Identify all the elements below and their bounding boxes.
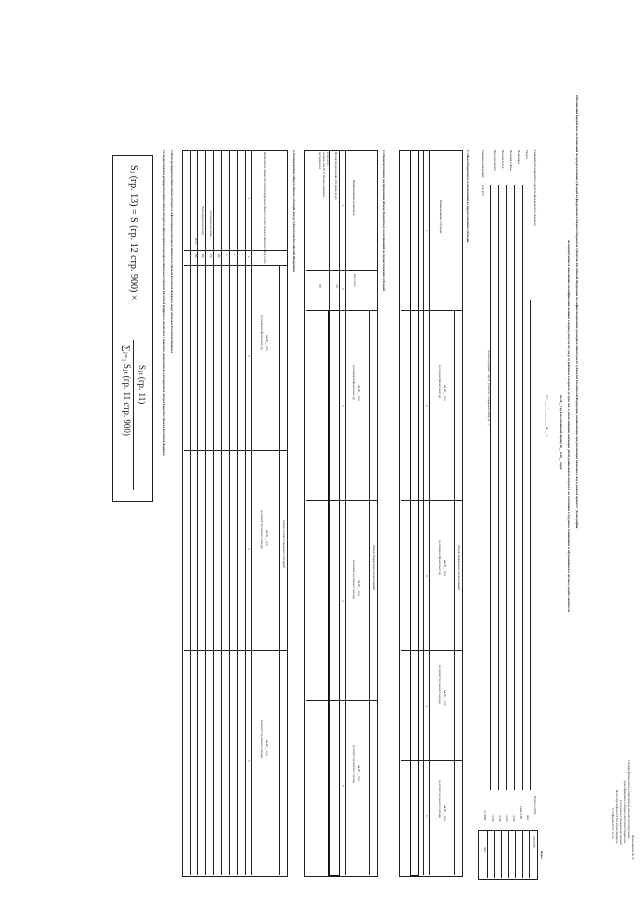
section1-num: 5 — [425, 815, 429, 817]
requisite-podrazdel: Подраздел — [517, 150, 521, 165]
section11-y1: на 20__ год — [357, 385, 361, 401]
okei-code: 384 — [483, 847, 487, 852]
section2-num: 1 — [247, 198, 251, 200]
section1-title: 1. Объем бюджетных ассигнований на предоставление субсидии — [466, 150, 470, 243]
section2-code: 800 — [201, 254, 204, 258]
section2-y2: на 20__ год — [265, 530, 269, 546]
section1-num: 1 — [425, 230, 429, 232]
section2-num: 2 — [247, 256, 251, 258]
section1-num: 2 — [425, 405, 429, 407]
section11-num: 2 — [341, 288, 345, 290]
section1-y0: на 20__ год — [443, 385, 447, 401]
section2-y1-sub: (на очередной финансовый год) — [260, 315, 263, 351]
appendix-subtitle: к Порядку формирования и представления главными распорядителями — [627, 760, 630, 839]
section1-num: 4 — [425, 705, 429, 707]
section2-total-row: Распределенный объем — [209, 211, 212, 237]
section1-y3: на 20__ год — [443, 805, 447, 821]
doc-hint: (основной документ - код 01; уточнение - порядковый номер) 02, ...) — [487, 350, 490, 426]
razdel-label: по БК — [512, 815, 515, 822]
section11-data-row[interactable] — [328, 310, 340, 876]
appendix-subtitle: ассигнований, утвержденному приказом — [619, 800, 622, 845]
section2-code: 900 — [194, 254, 197, 258]
section11-num: 4 — [341, 600, 345, 602]
section11-table — [304, 150, 378, 877]
document-title: Обоснования бюджетных ассигнований на предоставление субсидий из федерального бюджета бюджетам субъектов Российской Федерации на софинансирование расходных обязательств субъектов Российской Федерации, возникающих при реализации комплекса мер в рамках проекта "Демография" — [575, 95, 579, 530]
section2-num: 4 — [247, 548, 251, 550]
document-date: от " ____ " __________ 20 __ г. — [545, 395, 549, 437]
section11-num: 5 — [341, 785, 345, 787]
section1-col-group: Объем бюджетных ассигнований — [457, 545, 461, 590]
section2-y3-sub: (на второй год планового периода) — [260, 720, 263, 759]
section11-y3: на 20__ год — [357, 765, 361, 781]
document-title: на переобучение и повышение квалификации женщин в период отпуска по уходу за ребенком в возрасте до трех лет, а также женщин, имеющих детей дошкольного возраста, не состоящих в трудовых отношениях и обратившихся в органы службы занятости — [567, 240, 571, 612]
cs-label: по БК — [498, 815, 501, 822]
requisite-doc: Вид документа — [493, 150, 497, 171]
section2-col-code: Код строки — [263, 251, 266, 264]
appendix-number: Приложение № 15 — [631, 835, 635, 860]
section11-row-unallocated: Не распределенная субсидия, всего — [334, 152, 338, 200]
formula-lhs: Sⱼ (гр. 13) = S (гр. 12 стр. 900) × — [128, 165, 139, 301]
requisite-vr: Вид расходов — [501, 150, 505, 169]
section11-code-100: 100 — [335, 284, 338, 288]
section2-y1: на 20__ год — [265, 335, 269, 351]
section11-y2: на 20__ год — [357, 580, 361, 596]
section2-col-name: Наименование субъекта Российской Федерации/объем их соответствующих обязательств — [263, 152, 266, 251]
section11-code-200: 200 — [318, 284, 321, 288]
section11-col-name: Наименование показателя — [352, 180, 356, 216]
section1-data-row[interactable] — [410, 150, 419, 876]
section11-num: 1 — [341, 205, 345, 207]
section2-num: 5 — [247, 760, 251, 762]
section2-code: 2 — [233, 254, 236, 256]
section2-y3: на 20__ год — [265, 740, 269, 756]
section1-num: 3 — [425, 575, 429, 577]
section2-col-group: Объем соответствующих субсидий — [282, 520, 286, 568]
document-title: на 20__ год и на плановый период 20__ и 20__ годов — [559, 395, 563, 470]
requisite-ministry: Главный распорядитель средств федерального бюджета — [533, 150, 537, 226]
requisite-razdel: Раздел — [525, 150, 529, 160]
section11-col-code: Код строки — [353, 274, 356, 287]
section1-y1: на 20__ год — [443, 560, 447, 576]
form-label: Форма по ОКУД — [533, 796, 536, 815]
section11-row-sub: не менее, чем 5% от объема подлежащих — [322, 152, 325, 198]
section2-code: 700 — [209, 254, 212, 258]
section11-y2-sub: (на первый год планового периода) — [352, 560, 355, 599]
section11-col-group: Объем бюджетных ассигнований — [372, 545, 376, 590]
section1-col-name: Наименование субсидии — [439, 200, 443, 234]
section2-num: 3 — [247, 355, 251, 357]
section1-y2-sub: (на первый год планового периода) — [438, 665, 441, 704]
section1-y0-sub: (на текущий финансовый год) — [438, 365, 441, 399]
section2-title: 2. Распределение общего объема субсидий между субъектами Российской Федерации — [292, 150, 296, 272]
section1-y1-sub: (на очередной финансовый год) — [438, 540, 441, 576]
section2-reserve-row: Нераспределенный резерв — [201, 206, 204, 236]
units-label: Единица измерения: — [481, 150, 485, 178]
units-value: тыс.руб — [481, 185, 485, 196]
section11-y3-sub: (на второй год планового периода) — [352, 745, 355, 784]
appendix-subtitle: Министерства финансов Российской Федерации — [615, 790, 618, 844]
fraction-bar — [133, 340, 134, 490]
section1-y2: на 20__ год — [443, 690, 447, 706]
section11-y1-sub: (на очередной финансовый год) — [352, 365, 355, 401]
codes-label: Коды — [540, 851, 544, 859]
section2-code: 900 — [217, 254, 220, 258]
section11-title: 1.1 Количественное распределение объема бюджетных ассигнований на предоставление субсидий — [382, 150, 386, 291]
section2-all-row: Итого — [194, 238, 197, 245]
formula-denominator: ∑ⱼ₌₁ Sⱼₜ (гр. 11 стр. 900) — [122, 345, 132, 436]
section2-y2-sub: (на первый год планового периода) — [260, 510, 263, 549]
podrazdel-label: по БК — [505, 815, 508, 822]
section11-num: 3 — [341, 405, 345, 407]
section11-row-sub: распределению — [318, 152, 321, 170]
form-code: 0505756 — [532, 836, 536, 848]
note-3-1: 3.1 Алгоритм расчета распределения общего объема субсидий на софинансирование расходных обязательств субъектов Российской Федерации в соответствии с правилами, предоставления и распределения субсидий бюджетам субъектов Российской Федерации — [162, 150, 165, 456]
appendix-subtitle: от 19 февраля 2016 г. № 15н — [611, 808, 614, 839]
glava-label: Глава по БК — [519, 806, 522, 820]
section11-row-sub: в том числе: — [326, 152, 329, 166]
requisite-cs: Целевая статья — [509, 150, 513, 171]
section1-table — [399, 150, 463, 877]
note-3: 3. Расчет распределения общего объема субсидий на софинансирование расходных обязательств субъектов Российской Федерации между субъектами Российской Федерации — [170, 150, 173, 354]
appendix-subtitle: средств федерального бюджета обоснований бюджетных — [623, 780, 626, 844]
okei-label: по ОКЕИ — [483, 810, 486, 821]
section2-code: 3 — [225, 254, 228, 256]
date-label: Дата — [526, 815, 529, 821]
section2-code: 1 — [241, 254, 244, 256]
section1-y3-sub: (на второй год планового периода) — [438, 780, 441, 819]
vr-label: по БК — [491, 815, 494, 822]
formula-numerator: Sⱼₜ (гр. 11) — [137, 365, 147, 405]
